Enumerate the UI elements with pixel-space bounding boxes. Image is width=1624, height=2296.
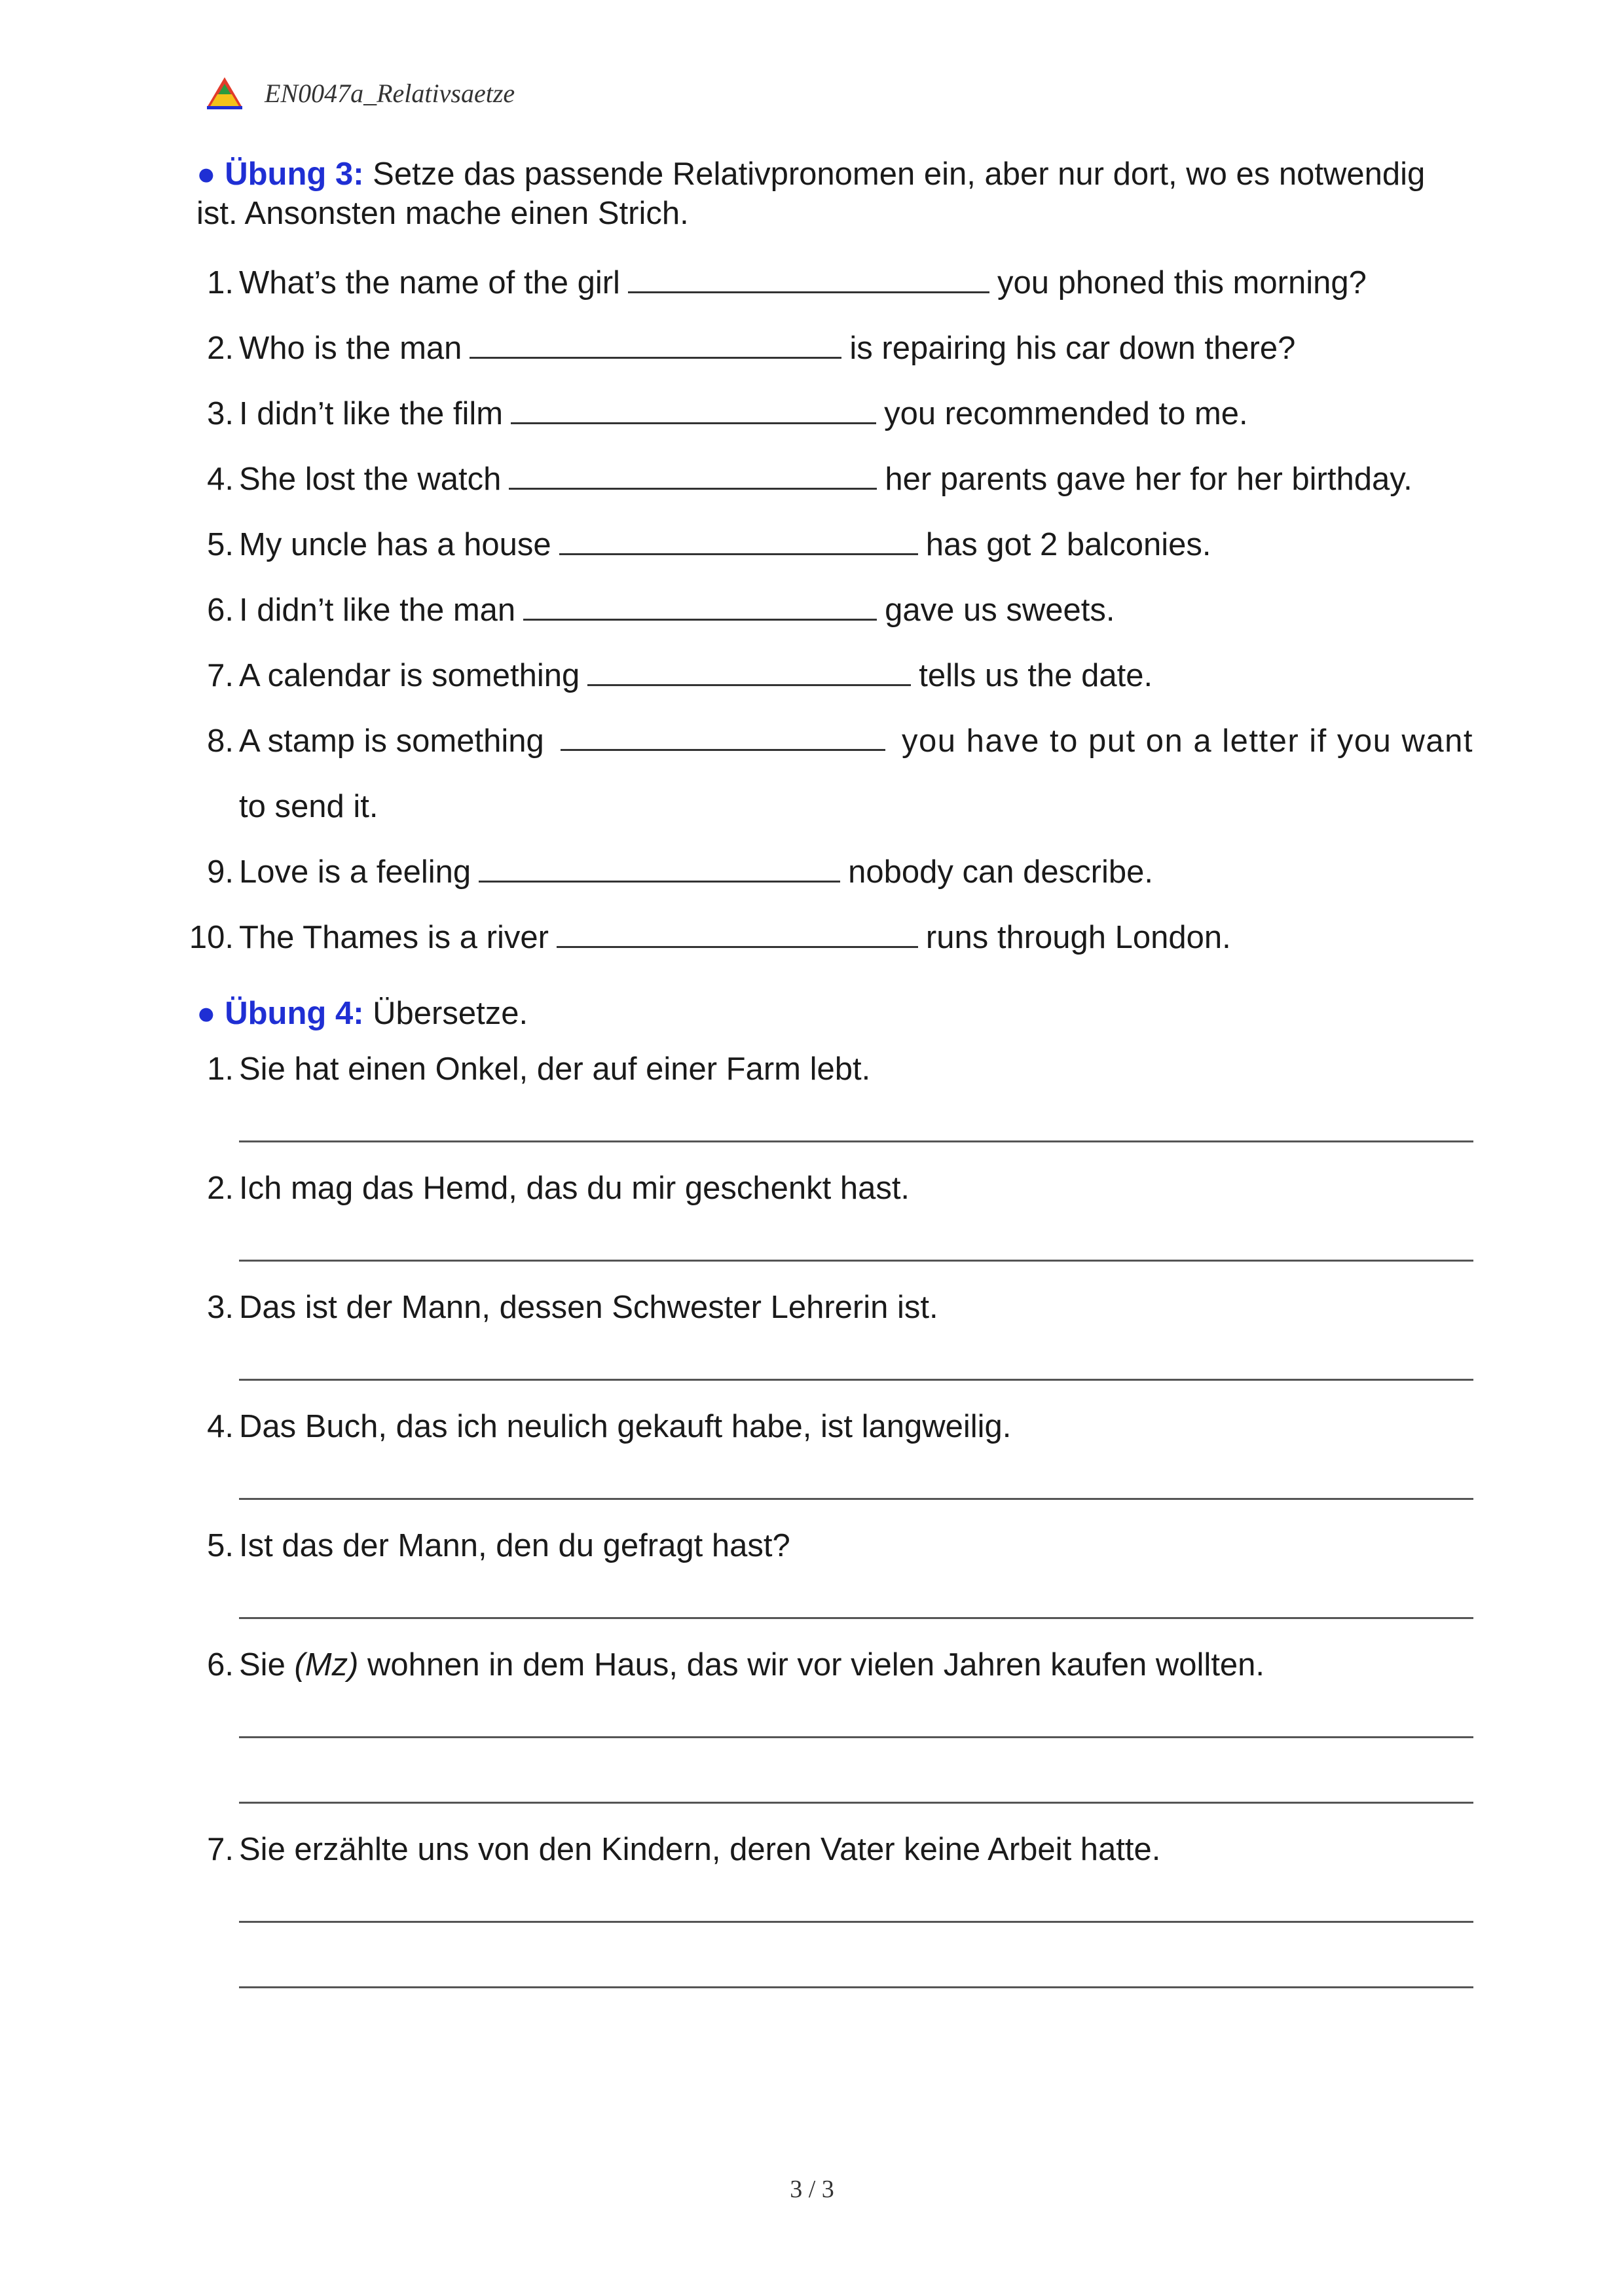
bullet-icon: ● <box>196 156 216 192</box>
exercise3-instruction: Setze das passende Relativpronomen ein, aber nur dort, wo es notwendig ist. Ansonsten mache einen Strich. <box>196 156 1426 231</box>
answer-blank-5[interactable] <box>559 526 918 555</box>
document-header <box>204 73 515 113</box>
answer-blank-7[interactable] <box>587 657 911 686</box>
exercise3-heading <box>196 155 1473 233</box>
answer-blank-4[interactable] <box>509 460 877 490</box>
answer-blank-6[interactable] <box>523 591 877 621</box>
exercise3-item-3: 3. I didn’t like the film you recommended to me. <box>207 396 1248 431</box>
exercise4-heading <box>196 994 528 1033</box>
exercise4-item-3: 3. Das ist der Mann, dessen Schwester Lehrerin ist. <box>207 1290 938 1325</box>
mountain-logo-icon <box>204 75 245 111</box>
exercise3-item-5: 5. My uncle has a house has got 2 balconies. <box>207 527 1211 562</box>
answer-line[interactable] <box>239 1498 1473 1500</box>
answer-line[interactable] <box>239 1379 1473 1381</box>
exercise3-item-4: 4. She lost the watch her parents gave her for her birthday. <box>207 462 1412 497</box>
exercise3-item-2: 2. Who is the man is repairing his car down there? <box>207 331 1296 366</box>
exercise3-item-9: 9. Love is a feeling nobody can describe. <box>207 854 1153 890</box>
document-title: EN0047a_Relativsaetze <box>265 78 515 108</box>
exercise4-item-6: 6. Sie (Mz) wohnen in dem Haus, das wir vor vielen Jahren kaufen wollten. <box>207 1647 1265 1683</box>
answer-line[interactable] <box>239 1260 1473 1262</box>
answer-line[interactable] <box>239 1617 1473 1619</box>
answer-blank-3[interactable] <box>511 395 876 424</box>
exercise3-item-8-number: 8. <box>207 723 234 759</box>
exercise3-item-8: A stamp is something you have to put on a letter if you want <box>239 721 1473 761</box>
bullet-icon: ● <box>196 996 216 1031</box>
answer-blank-8[interactable] <box>561 721 885 751</box>
page-number: 3 / 3 <box>790 2176 834 2203</box>
exercise4-instruction: Übersetze. <box>373 996 528 1031</box>
exercise4-item-4: 4. Das Buch, das ich neulich gekauft habe, ist langweilig. <box>207 1409 1012 1444</box>
exercise4-label: Übung 4: <box>225 996 364 1031</box>
exercise4-item-2: 2. Ich mag das Hemd, das du mir geschenkt hast. <box>207 1171 910 1206</box>
answer-line[interactable] <box>239 1140 1473 1142</box>
exercise3-item-7: 7. A calendar is something tells us the date. <box>207 658 1153 693</box>
answer-blank-2[interactable] <box>470 329 841 359</box>
exercise3-item-10: 10. The Thames is a river runs through London. <box>189 920 1231 955</box>
answer-blank-9[interactable] <box>479 853 840 883</box>
exercise3-item-6: 6. I didn’t like the man gave us sweets. <box>207 592 1115 628</box>
exercise4-item-5: 5. Ist das der Mann, den du gefragt hast? <box>207 1528 790 1563</box>
answer-line[interactable] <box>239 1802 1473 1804</box>
answer-line[interactable] <box>239 1921 1473 1923</box>
exercise4-item-7: 7. Sie erzählte uns von den Kindern, deren Vater keine Arbeit hatte. <box>207 1832 1161 1867</box>
answer-blank-1[interactable] <box>628 264 989 293</box>
answer-line[interactable] <box>239 1736 1473 1738</box>
exercise4-item-1: 1. Sie hat einen Onkel, der auf einer Farm lebt. <box>207 1051 871 1087</box>
exercise3-label: Übung 3: <box>225 156 364 192</box>
answer-blank-10[interactable] <box>557 919 918 948</box>
exercise3-item-1: 1. What’s the name of the girl you phoned this morning? <box>207 265 1367 301</box>
exercise3-item-8-continuation: to send it. <box>239 789 378 824</box>
answer-line[interactable] <box>239 1986 1473 1988</box>
